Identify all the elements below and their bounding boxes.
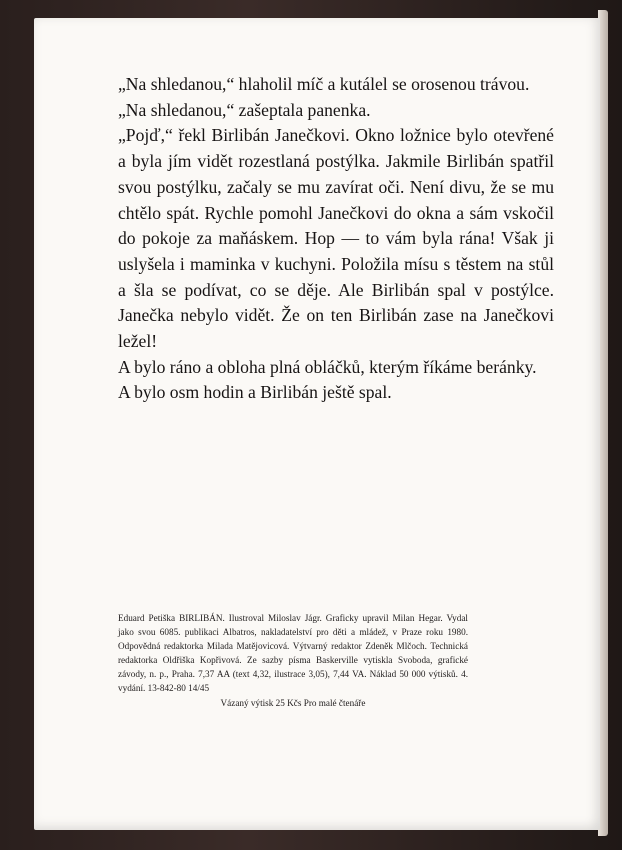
- story-paragraph: A bylo osm hodin a Birlibán ještě spal.: [118, 382, 392, 403]
- colophon-text: Eduard Petiška BIRLIBÁN. Ilustroval Miloslav Jágr. Graficky upravil Milan Hegar. Vydal jako svou 6085. publikaci Albatros, nakladatelství pro děti a mládež, v Praze roku 1980. Odpovědná redaktorka Milada Matějovicová. Výtvarný redaktor Zdeněk Mlčoch. Technická redaktorka Oldřiška Kopřivová. Ze sazby písma Baskerville vytiskla Svoboda, grafické závody, n. p., Praha. 7,37 AA (text 4,32, ilustrace 3,05), 7,44 VA. Náklad 50 000 výtisků. 4. vydání. 13-842-80 14/45: [118, 613, 468, 694]
- price-line: Vázaný výtisk 25 Kčs Pro malé čtenáře: [220, 697, 366, 708]
- story-paragraph: „Na shledanou,“ zašeptala panenka.: [118, 99, 371, 120]
- story-paragraph: „Na shledanou,“ hlaholil míč a kutálel se orosenou trávou.: [118, 74, 530, 94]
- story-paragraph: „Pojď,“ řekl Birlibán Janečkovi. Okno ložnice bylo otevřené a byla jím vidět rozestlaná postýlka. Jakmile Birlibán spatřil svou postýlku, začaly se mu zavírat oči. Není divu, že se mu chtělo spát. Rychle pomohl Janečkovi do okna a sám vskočil do pokoje za maňáskem. Hop — to vám byla rána! Však ji uslyšela i maminka v kuchyni. Položila mísu s těstem na stůl a šla se podívat, co se děje. Ale Birlibán spal v postýlce. Janečka nebylo vidět. Že on ten Birlibán zase na Janečkovi ležel!: [118, 125, 554, 352]
- story-paragraph: A bylo ráno a obloha plná obláčků, kterým říkáme beránky.: [118, 356, 537, 377]
- story-text: [118, 72, 554, 406]
- colophon: [118, 611, 468, 710]
